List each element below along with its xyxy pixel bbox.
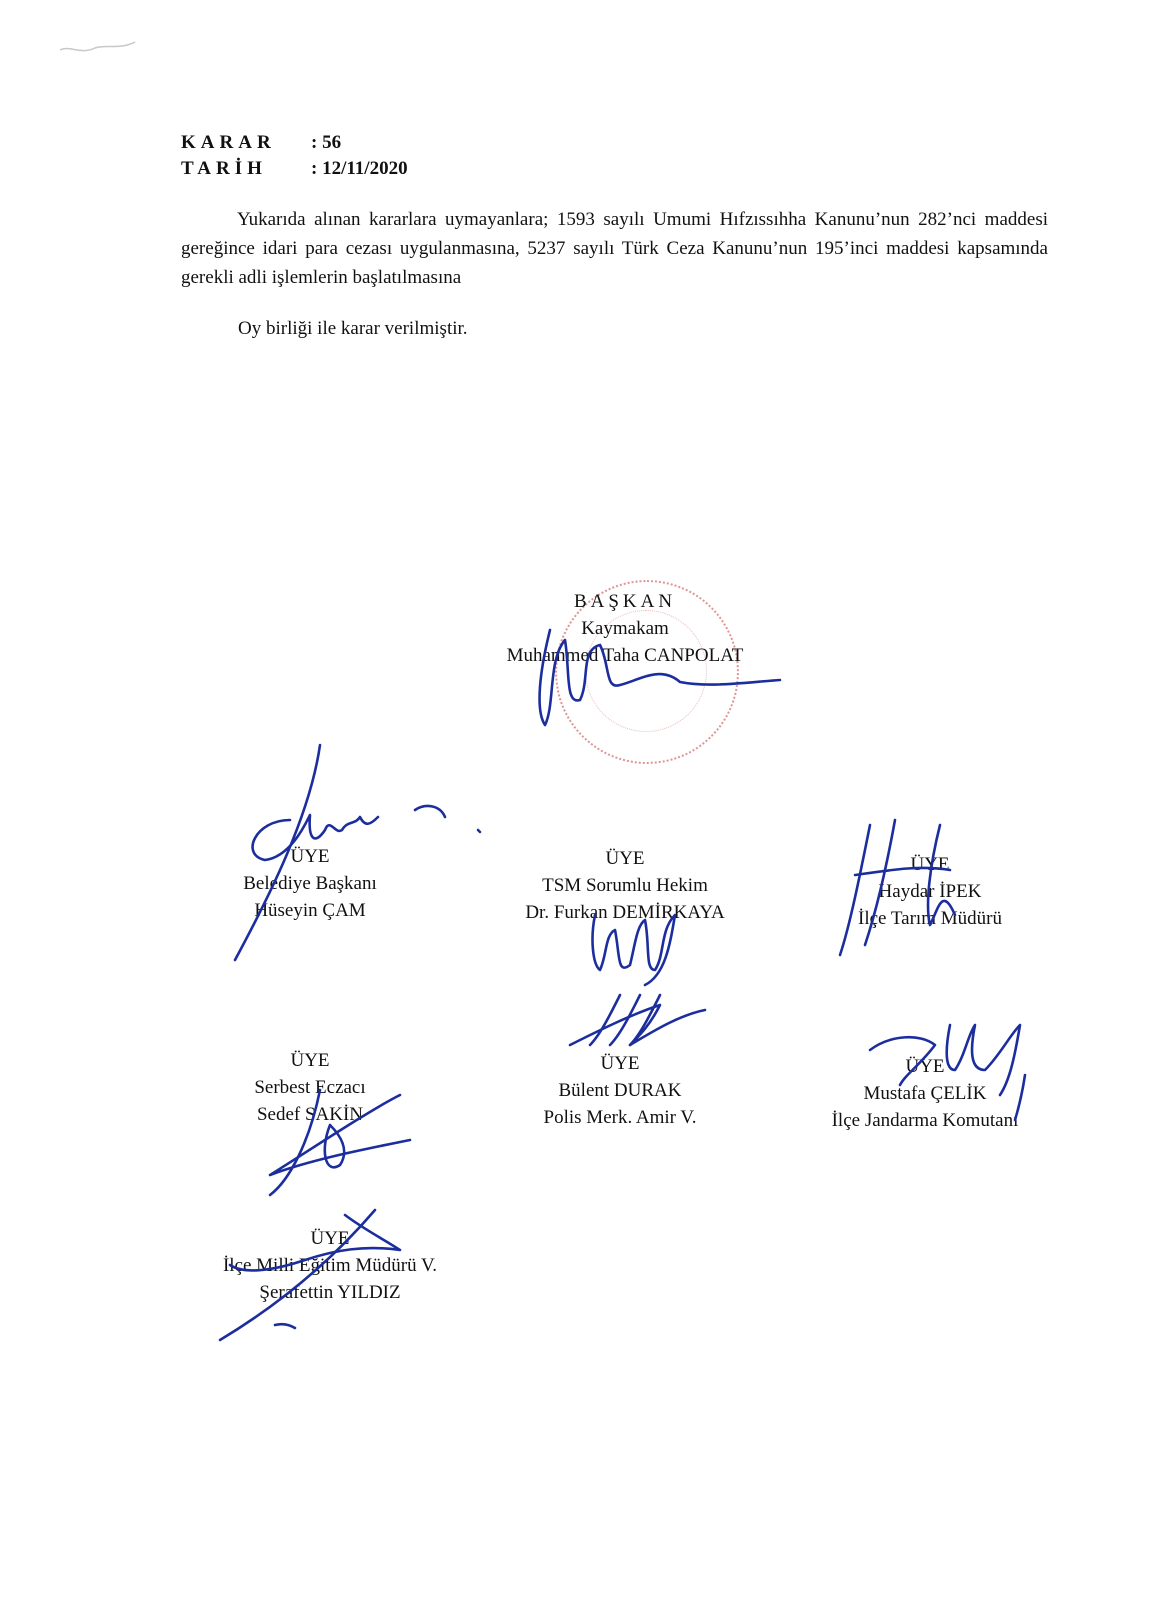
scan-mark — [60, 30, 160, 70]
member-4-role: ÜYE — [290, 1050, 330, 1071]
decision-label: KARAR — [181, 132, 276, 153]
decision-paragraph: Yukarıda alınan kararlara uymayanlara; 1593 sayılı Umumi Hıfzıssıhha Kanunu’nun 282’nci maddesi gereğince idari para cezası uygulanmasına, 5237 sayılı Türk Ceza Kanunu’nun 195’inci maddesi kapsamında gerekli adli işlemlerin başlatılmasına — [181, 209, 1048, 288]
member-2-signature — [585, 900, 695, 990]
decision-date-row — [181, 156, 408, 182]
member-5-block — [500, 1050, 740, 1131]
member-7-name: Şerafettin YILDIZ — [259, 1282, 401, 1303]
member-1-position: Belediye Başkanı — [243, 873, 377, 894]
member-4-signature — [250, 1080, 420, 1200]
decision-text — [181, 205, 1048, 292]
member-3-position: İlçe Tarım Müdürü — [858, 908, 1002, 929]
president-signature — [520, 610, 790, 740]
decision-date: : 12/11/2020 — [311, 158, 408, 179]
member-4-name: Sedef SAKİN — [256, 1104, 364, 1125]
member-2-position: TSM Sorumlu Hekim — [542, 875, 708, 896]
verdict-line: Oy birliği ile karar verilmiştir. — [238, 318, 468, 339]
member-7-signature — [215, 1200, 425, 1350]
member-6-position: İlçe Jandarma Komutanı — [831, 1110, 1019, 1131]
decision-number-row — [181, 130, 408, 156]
member-6-role: ÜYE — [905, 1056, 945, 1077]
member-2-name: Dr. Furkan DEMİRKAYA — [525, 902, 725, 923]
president-name: Muhammed Taha CANPOLAT — [506, 645, 744, 666]
member-5-name: Bülent DURAK — [558, 1080, 682, 1101]
president-title: BAŞKAN — [573, 591, 677, 612]
member-6-name: Mustafa ÇELİK — [863, 1083, 987, 1104]
member-6-signature — [850, 1015, 1040, 1130]
member-1-signature — [230, 745, 500, 965]
date-label: TARİH — [181, 158, 267, 179]
member-4-position: Serbest Eczacı — [254, 1077, 366, 1098]
member-7-role: ÜYE — [310, 1228, 350, 1249]
member-5-position: Polis Merk. Amir V. — [543, 1107, 697, 1128]
member-1-name: Hüseyin ÇAM — [254, 900, 366, 921]
member-3-signature — [830, 815, 990, 965]
member-5-role: ÜYE — [600, 1053, 640, 1074]
member-3-name: Haydar İPEK — [878, 881, 982, 902]
decision-header — [181, 130, 408, 182]
decision-number: : 56 — [311, 132, 342, 153]
member-2-role: ÜYE — [605, 848, 645, 869]
member-7-position: İlçe Milli Eğitim Müdürü V. — [222, 1255, 438, 1276]
member-5-signature — [560, 990, 720, 1060]
member-1-role: ÜYE — [290, 846, 330, 867]
member-3-role: ÜYE — [910, 854, 950, 875]
president-position: Kaymakam — [581, 618, 669, 639]
